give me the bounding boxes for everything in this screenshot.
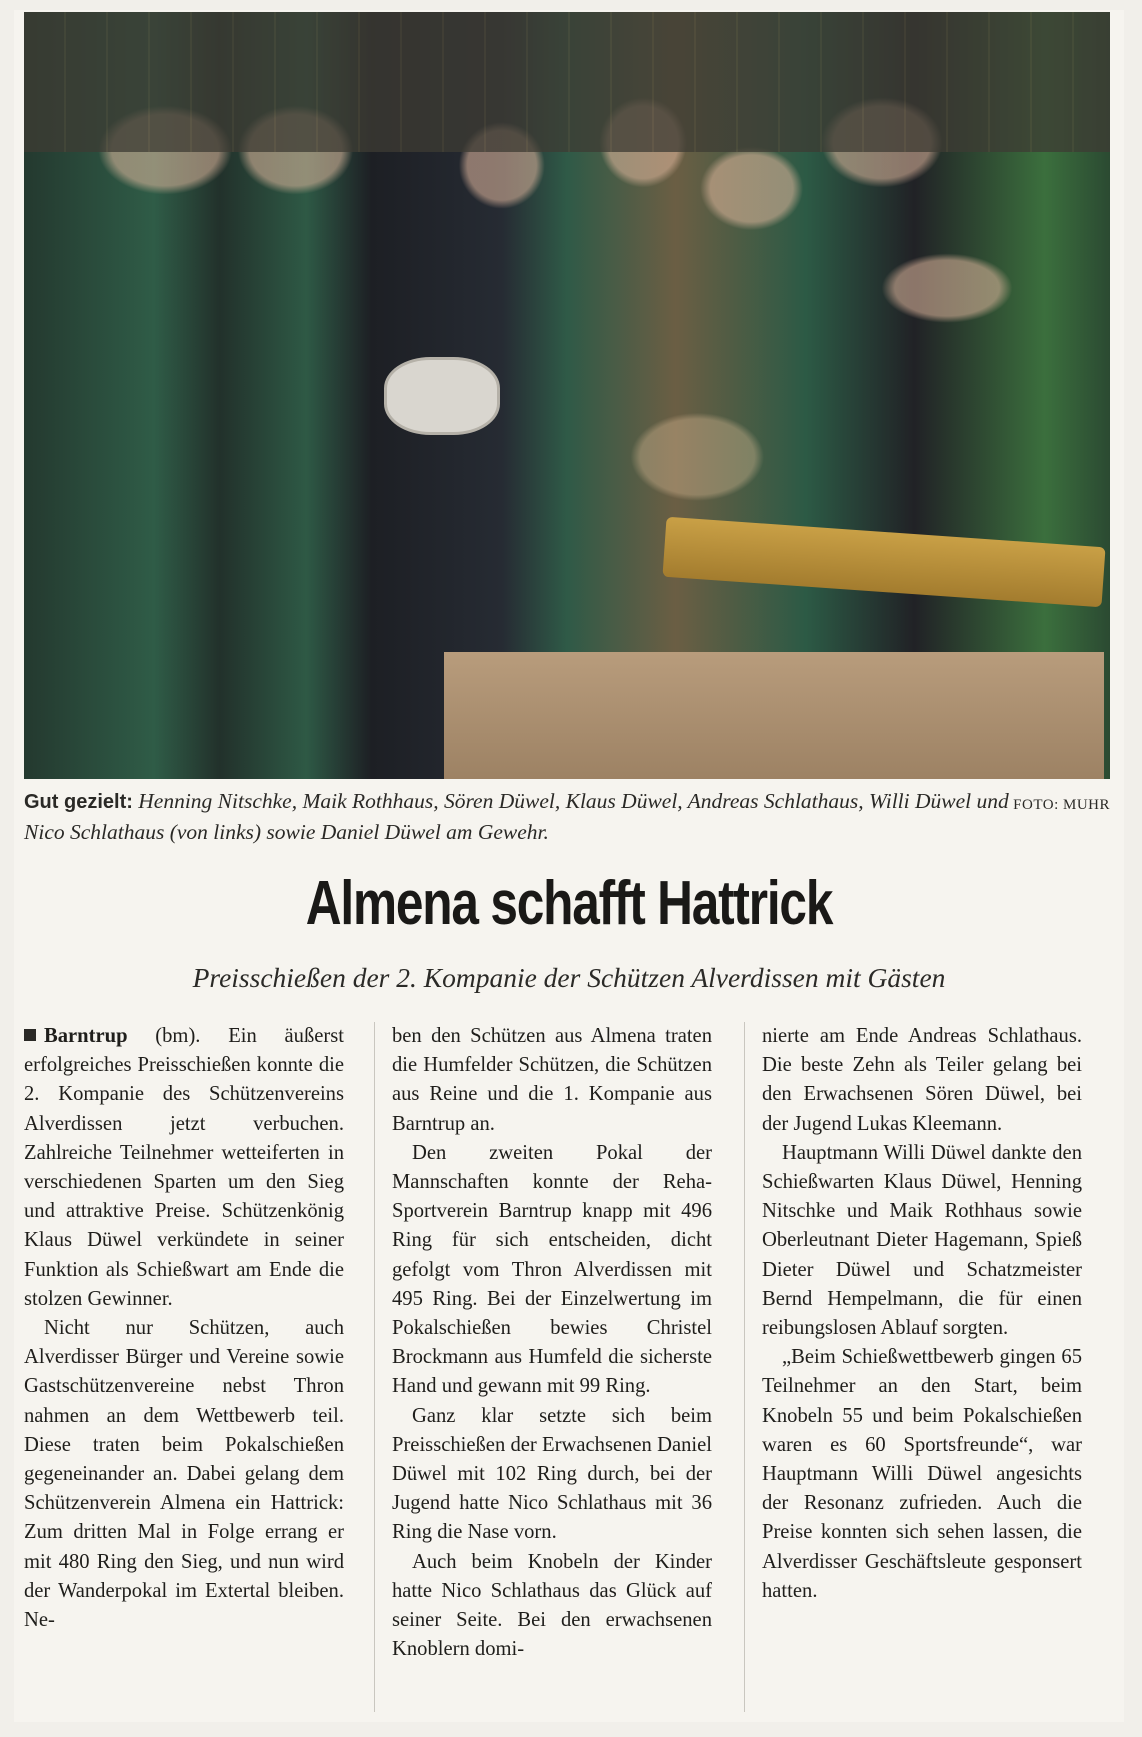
column-divider — [374, 1022, 375, 1712]
article-paragraph: Ganz klar setzte sich beim Preisschießen der Erwachsenen Daniel Düwel mit 102 Ring durch, bei der Jugend hatte Nico Schlathaus mit 36 Ring die Nase vorn. — [392, 1404, 712, 1544]
headline: Almena schafft Hattrick — [305, 869, 833, 938]
caption-text: Henning Nitschke, Maik Rothhaus, Sören Düwel, Klaus Düwel, Andreas Schlathaus, Willi Düwel und Nico Schlathaus (von links) sowie Daniel Düwel am Gewehr. — [24, 789, 1009, 844]
article-paragraph: Den zweiten Pokal der Mannschaften konnte der Reha-Sportverein Barntrup knapp mit 496 Ring für sich entscheiden, dicht gefolgt vom Thron Alverdissen mit 495 Ring. Bei der Einzelwertung im Pokalschießen bewies Christel Brockmann aus Humfeld die sicherste Hand und gewann mit 99 Ring. — [392, 1141, 712, 1398]
photo-background-wall — [24, 12, 1110, 152]
article-paragraph: Barntrup (bm). Ein äußerst erfolgreiches Preisschießen konnte die 2. Kompanie des Schützenvereins Alverdissen jetzt verbuchen. Zahlreiche Teilnehmer wetteiferten in verschiedenen Sparten um den Sieg und attraktive Preise. Schützenkönig Klaus Düwel verkündete in seiner Funktion als Schießwart am Ende die stolzen Gewinner. — [24, 1025, 344, 1310]
photo-caption — [24, 786, 1110, 847]
trophy-plaque — [384, 357, 500, 435]
subheadline: Preisschießen der 2. Kompanie der Schützen Alverdissen mit Gästen — [192, 962, 946, 993]
newspaper-clipping — [14, 10, 1124, 1722]
article-paragraph: nierte am Ende Andreas Schlathaus. Die beste Zehn als Teiler gelang bei den Erwachsenen Sören Düwel, bei der Jugend Lukas Kleemann. — [762, 1025, 1082, 1135]
article-column-3 — [762, 1022, 1082, 1606]
article-paragraph: Hauptmann Willi Düwel dankte den Schießwarten Klaus Düwel, Henning Nitschke und Maik Rothhaus sowie Oberleutnant Dieter Hagemann, Spieß Dieter Düwel und Schatzmeister Bernd Hempelmann, die für einen reibungslosen Ablauf sorgten. — [762, 1141, 1082, 1340]
rifle — [662, 517, 1105, 608]
caption-lead: Gut gezielt: — [24, 791, 133, 813]
column-divider — [744, 1022, 745, 1712]
article-paragraph: Nicht nur Schützen, auch Alverdisser Bürger und Vereine sowie Gastschützenvereine nebst Thron nahmen an dem Wettbewerb teil. Diese traten beim Pokalschießen gegeneinander an. Dabei gelang dem Schützenverein Almena ein Hattrick: Zum dritten Mal in Folge errang er mit 480 Ring den Sieg, und nun wird der Wanderpokal im Extertal bleiben. Ne- — [24, 1317, 344, 1632]
dateline: Barntrup — [44, 1025, 128, 1047]
square-bullet-icon — [24, 1029, 36, 1041]
article-paragraph: Auch beim Knobeln der Kinder hatte Nico Schlathaus das Glück auf seiner Seite. Bei den erwachsenen Knoblern domi- — [392, 1550, 712, 1661]
photo-credit: FOTO: MUHR — [1013, 797, 1110, 813]
article-paragraph: ben den Schützen aus Almena traten die Humfelder Schützen, die Schützen aus Reine und die 1. Kompanie aus Barntrup an. — [392, 1025, 712, 1135]
shooting-table — [444, 652, 1104, 779]
article-column-1 — [24, 1022, 344, 1635]
group-photo-image — [24, 12, 1110, 779]
article-paragraph: „Beim Schießwettbewerb gingen 65 Teilnehmer an den Start, beim Knobeln 55 und beim Pokalschießen waren es 60 Sportsfreunde“, war Hauptmann Willi Düwel angesichts der Resonanz zufrieden. Auch die Preise konnten sich sehen lassen, die Alverdisser Geschäftsleute gesponsert hatten. — [762, 1346, 1082, 1602]
article-column-2 — [392, 1022, 712, 1664]
